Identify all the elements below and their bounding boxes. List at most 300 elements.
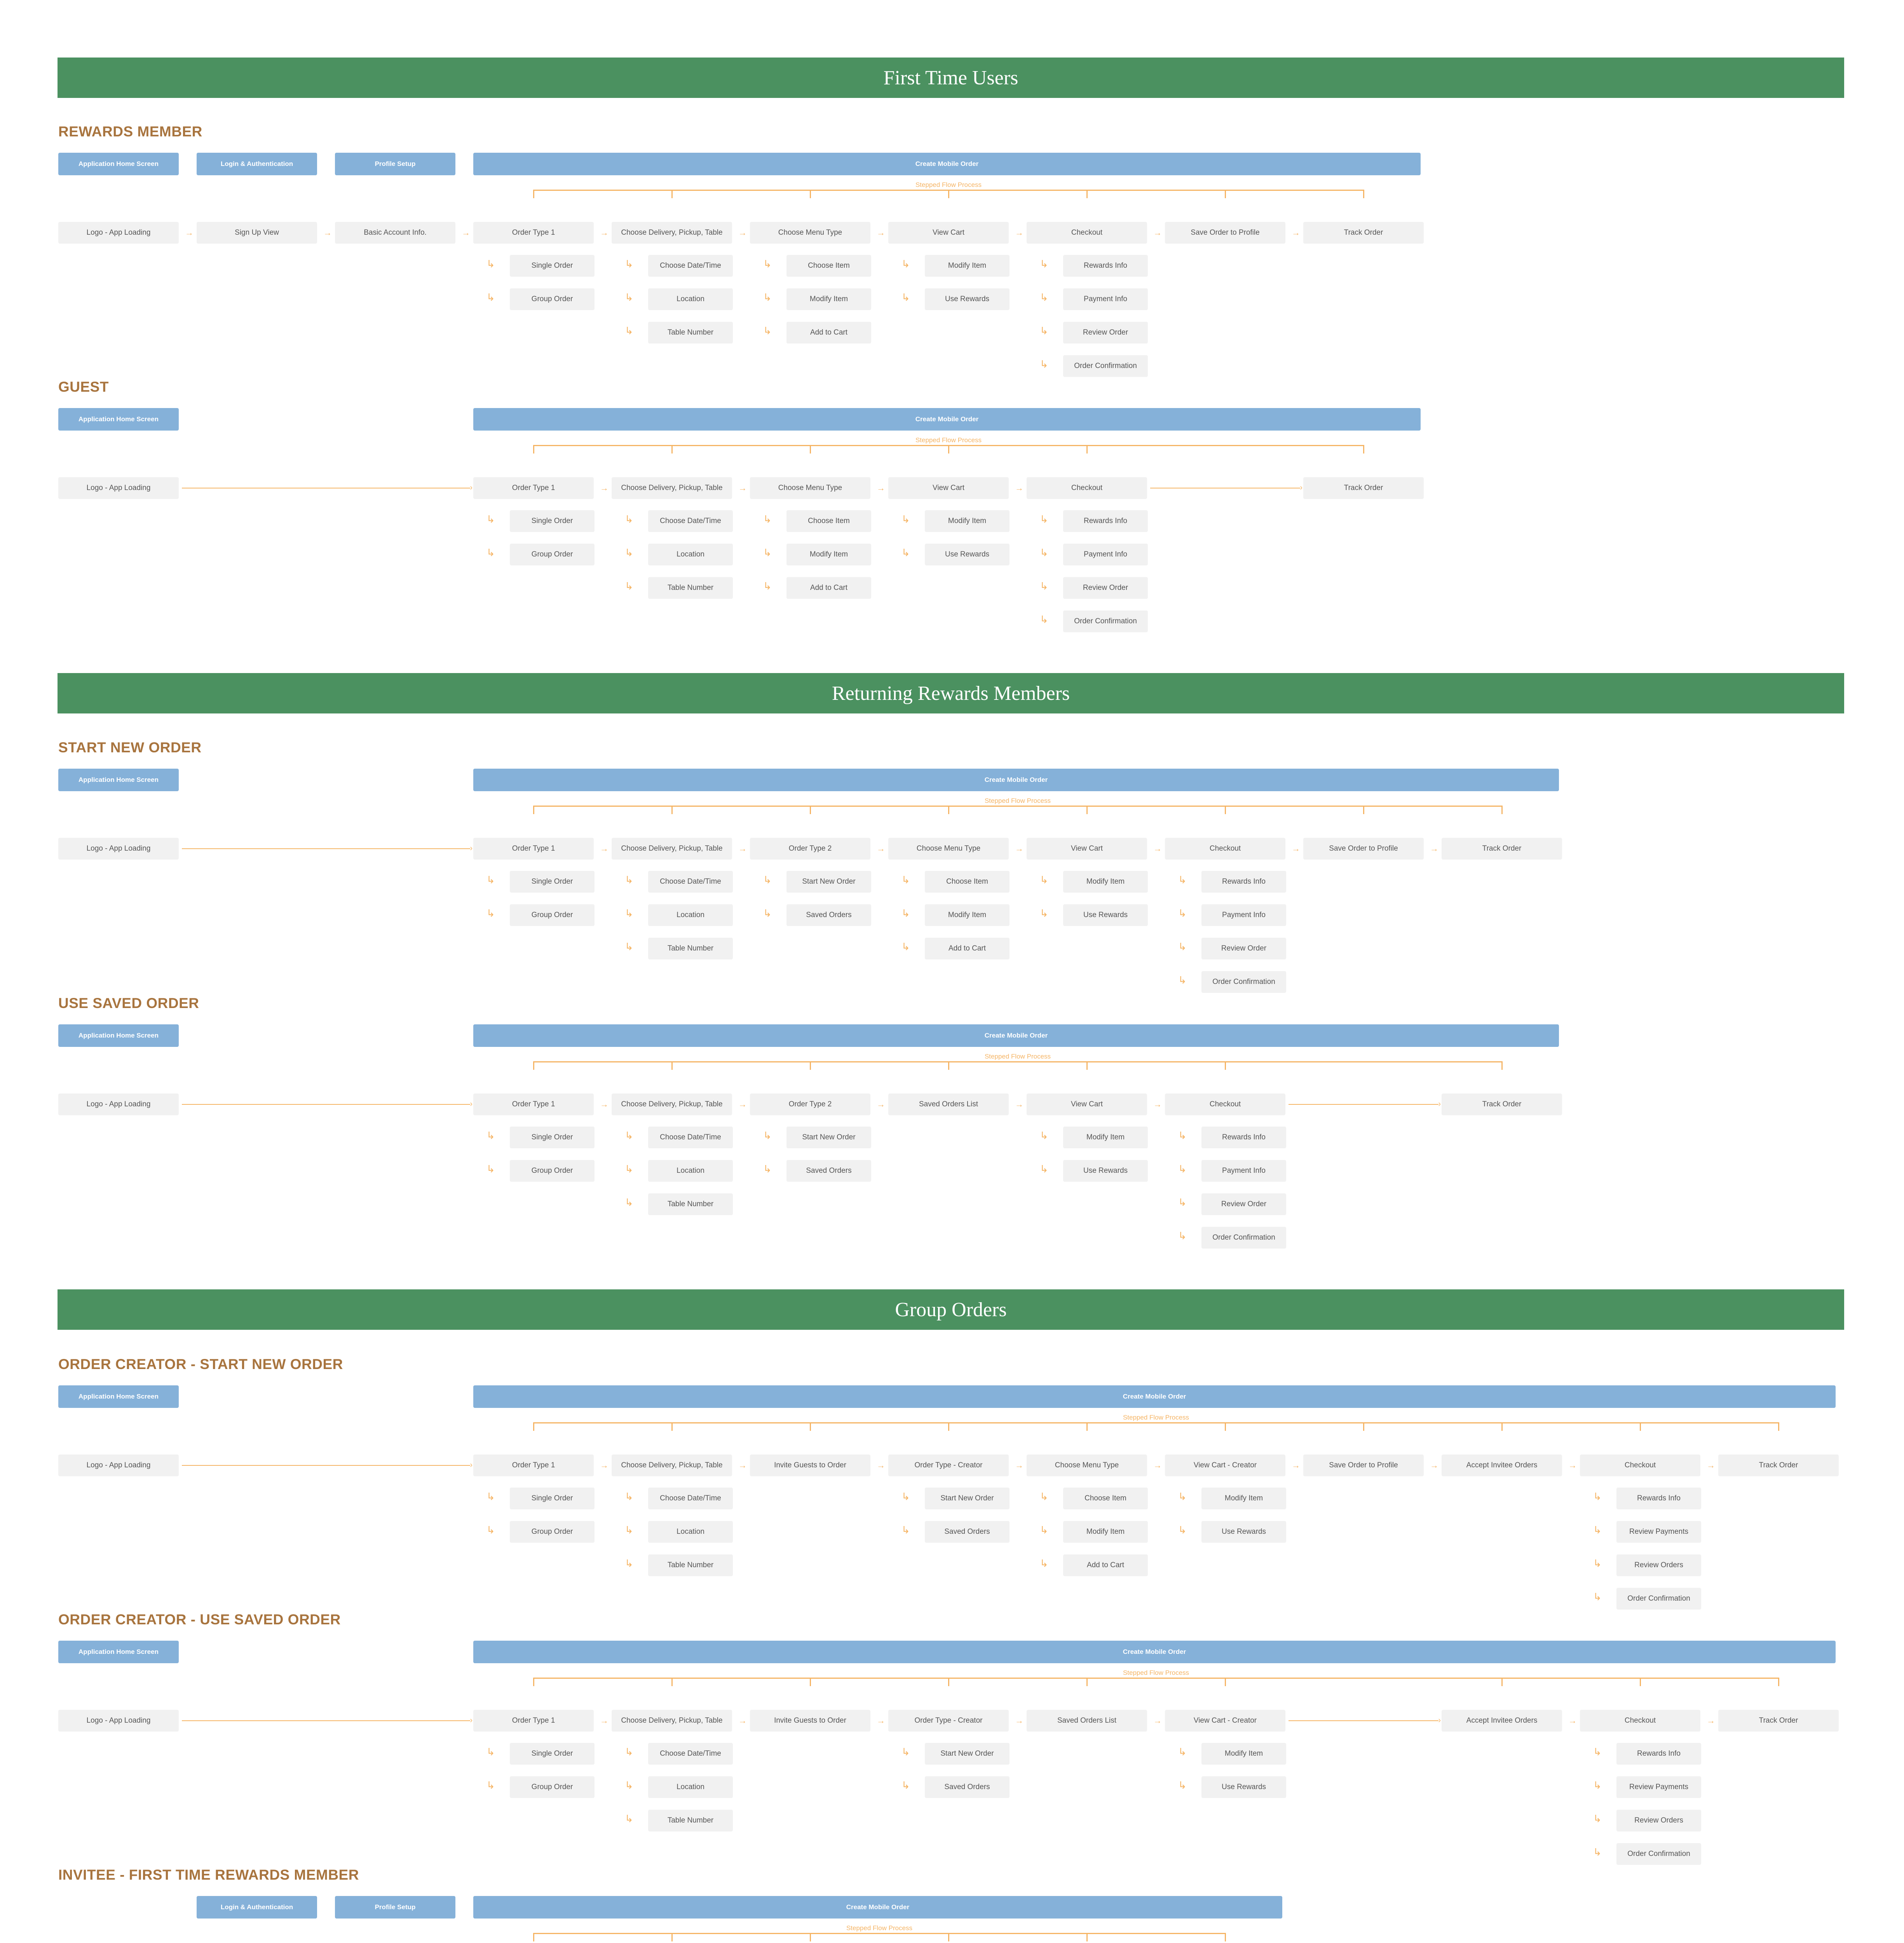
sub-step-arrow-icon: ↳ [1040, 1491, 1048, 1502]
sub-step-arrow-icon: ↳ [625, 547, 633, 558]
sub-step[interactable]: Payment Info [1201, 904, 1286, 926]
sub-step-arrow-icon: ↳ [763, 580, 772, 592]
sub-step[interactable]: Review Order [1063, 577, 1148, 599]
sub-step[interactable]: Review Order [1063, 322, 1148, 344]
sub-step[interactable]: Saved Orders [925, 1776, 1010, 1798]
long-arrow-connector [182, 1716, 473, 1725]
sub-step-arrow-icon: ↳ [1178, 941, 1187, 952]
screen-group-header[interactable]: Profile Setup [335, 1896, 455, 1919]
sub-step[interactable]: Rewards Info [1063, 510, 1148, 532]
flow-step[interactable]: Sign Up View [197, 222, 317, 244]
sub-step[interactable]: Choose Date/Time [648, 871, 733, 893]
bracket-tick [671, 190, 673, 198]
sub-step-arrow-icon: ↳ [625, 941, 633, 952]
screen-group-header[interactable]: Create Mobile Order [473, 408, 1421, 431]
sub-step[interactable]: Group Order [510, 1776, 595, 1798]
sub-step-arrow-icon: ↳ [901, 513, 910, 525]
sub-step[interactable]: Table Number [648, 1554, 733, 1576]
bracket-tick [1086, 445, 1088, 453]
arrow-icon: → [323, 228, 332, 237]
sub-step-arrow-icon: ↳ [1593, 1779, 1602, 1791]
flow-title: INVITEE - FIRST TIME REWARDS MEMBER [58, 1867, 359, 1883]
sub-step[interactable]: Start New Order [786, 871, 871, 893]
flow-title: ORDER CREATOR - START NEW ORDER [58, 1356, 343, 1372]
sub-step[interactable]: Order Confirmation [1616, 1843, 1701, 1865]
flow-step[interactable]: Track Order [1442, 1094, 1562, 1115]
flow-step[interactable]: Saved Orders List [888, 1094, 1009, 1115]
sub-step[interactable]: Order Confirmation [1201, 1227, 1286, 1249]
stepped-flow-label: Stepped Flow Process [984, 1053, 1051, 1060]
flow-step[interactable]: Invite Guests to Order [750, 1710, 870, 1732]
bracket-tick [671, 1678, 673, 1686]
flow-step[interactable]: Checkout [1027, 222, 1147, 244]
sub-step[interactable]: Modify Item [786, 288, 871, 310]
sub-step[interactable]: Start New Order [925, 1488, 1010, 1509]
arrow-head-icon: › [470, 1100, 473, 1108]
sub-step[interactable]: Group Order [510, 288, 595, 310]
bracket-tick [533, 1933, 534, 1941]
arrow-head-icon: › [1438, 1716, 1441, 1725]
arrow-icon: → [877, 228, 885, 237]
flow-step[interactable]: Choose Delivery, Pickup, Table [612, 477, 732, 499]
bracket-tick [1225, 1678, 1226, 1686]
sub-step[interactable]: Group Order [510, 904, 595, 926]
bracket-tick [810, 190, 811, 198]
sub-step-arrow-icon: ↳ [901, 258, 910, 270]
bracket-tick [810, 806, 811, 814]
flow-step[interactable]: Accept Invitee Orders [1442, 1710, 1562, 1732]
sub-step-arrow-icon: ↳ [1040, 907, 1048, 919]
arrow-icon: → [1430, 844, 1438, 853]
bracket-tick [948, 1933, 949, 1941]
sub-step[interactable]: Order Confirmation [1201, 971, 1286, 993]
bracket-tick [1086, 1678, 1088, 1686]
screen-group-header[interactable]: Login & Authentication [197, 1896, 317, 1919]
flow-step[interactable]: Logo - App Loading [58, 477, 179, 499]
arrow-head-icon: › [1438, 1100, 1441, 1108]
flow-step[interactable]: Order Type 1 [473, 1710, 594, 1732]
arrow-icon: → [1430, 1460, 1438, 1470]
sub-step[interactable]: Review Orders [1616, 1810, 1701, 1831]
arrow-icon: → [1153, 1716, 1162, 1725]
flow-step[interactable]: Choose Delivery, Pickup, Table [612, 222, 732, 244]
sub-step[interactable]: Table Number [648, 322, 733, 344]
flow-step[interactable]: Logo - App Loading [58, 222, 179, 244]
sub-step-arrow-icon: ↳ [1593, 1813, 1602, 1824]
sub-step-arrow-icon: ↳ [1040, 513, 1048, 525]
flow-step[interactable]: View Cart [888, 477, 1009, 499]
section-banner: First Time Users [58, 58, 1844, 98]
bracket-tick [1225, 806, 1226, 814]
sub-step[interactable]: Use Rewards [925, 288, 1010, 310]
arrow-icon: → [1015, 1716, 1023, 1725]
sub-step[interactable]: Modify Item [1063, 871, 1148, 893]
flow-step[interactable]: Choose Delivery, Pickup, Table [612, 1094, 732, 1115]
bracket-tick [1501, 1422, 1503, 1431]
arrow-icon: → [877, 1716, 885, 1725]
flow-step[interactable]: View Cart [1027, 1094, 1147, 1115]
flow-step[interactable]: Order Type 2 [750, 1094, 870, 1115]
sub-step-arrow-icon: ↳ [763, 1130, 772, 1141]
bracket-tick [1640, 1678, 1641, 1686]
bracket-tick [1086, 1061, 1088, 1070]
bracket-tick [948, 1422, 949, 1431]
sub-step-arrow-icon: ↳ [1040, 291, 1048, 303]
sub-step[interactable]: Add to Cart [786, 577, 871, 599]
flow-step[interactable]: Logo - App Loading [58, 1094, 179, 1115]
flow-step[interactable]: View Cart [1027, 838, 1147, 860]
sub-step[interactable]: Location [648, 1521, 733, 1543]
sub-step[interactable]: Modify Item [1201, 1743, 1286, 1765]
sub-step-arrow-icon: ↳ [1040, 358, 1048, 370]
flow-step[interactable]: Choose Delivery, Pickup, Table [612, 1710, 732, 1732]
sub-step[interactable]: Modify Item [1063, 1521, 1148, 1543]
flow-step[interactable]: Track Order [1303, 222, 1424, 244]
sub-step[interactable]: Choose Date/Time [648, 510, 733, 532]
sub-step[interactable]: Order Confirmation [1063, 610, 1148, 632]
sub-step-arrow-icon: ↳ [486, 513, 495, 525]
sub-step[interactable]: Saved Orders [786, 904, 871, 926]
sub-step[interactable]: Rewards Info [1063, 255, 1148, 277]
arrow-icon: → [600, 1460, 609, 1470]
screen-group-header[interactable]: Create Mobile Order [473, 1024, 1559, 1047]
sub-step[interactable]: Start New Order [925, 1743, 1010, 1765]
arrow-icon: → [600, 1099, 609, 1109]
bracket-tick [671, 1061, 673, 1070]
sub-step[interactable]: Location [648, 1776, 733, 1798]
long-arrow-connector [1289, 1716, 1441, 1725]
flow-step[interactable]: Choose Delivery, Pickup, Table [612, 1455, 732, 1476]
stepped-flow-bracket [534, 1933, 1225, 1934]
sub-step[interactable]: Choose Item [786, 510, 871, 532]
bracket-tick [810, 1933, 811, 1941]
sub-step-arrow-icon: ↳ [625, 513, 633, 525]
sub-step-arrow-icon: ↳ [1593, 1491, 1602, 1502]
bracket-tick [1363, 1422, 1364, 1431]
sub-step-arrow-icon: ↳ [1593, 1591, 1602, 1603]
sub-step[interactable]: Single Order [510, 871, 595, 893]
sub-step[interactable]: Location [648, 544, 733, 565]
sub-step[interactable]: Table Number [648, 577, 733, 599]
flow-step[interactable]: Logo - App Loading [58, 1710, 179, 1732]
sub-step-arrow-icon: ↳ [1040, 1558, 1048, 1569]
sub-step[interactable]: Choose Item [786, 255, 871, 277]
flow-step[interactable]: Checkout [1027, 477, 1147, 499]
bracket-tick [1086, 190, 1088, 198]
sub-step-arrow-icon: ↳ [901, 1779, 910, 1791]
sub-step[interactable]: Single Order [510, 1743, 595, 1765]
flow-step[interactable]: Save Order to Profile [1303, 838, 1424, 860]
flow-step[interactable]: Checkout [1580, 1455, 1700, 1476]
sub-step-arrow-icon: ↳ [763, 291, 772, 303]
bracket-tick [533, 1678, 534, 1686]
flow-step[interactable]: Order Type 1 [473, 1094, 594, 1115]
screen-group-header[interactable]: Create Mobile Order [473, 153, 1421, 175]
flow-step[interactable]: Track Order [1442, 838, 1562, 860]
arrow-icon: → [877, 1460, 885, 1470]
arrow-icon: → [1292, 844, 1300, 853]
flow-step[interactable]: Save Order to Profile [1165, 222, 1285, 244]
sub-step-arrow-icon: ↳ [763, 325, 772, 337]
sub-step-arrow-icon: ↳ [486, 547, 495, 558]
sub-step[interactable]: Review Orders [1616, 1554, 1701, 1576]
screen-group-header[interactable]: Create Mobile Order [473, 769, 1559, 791]
flow-step[interactable]: Save Order to Profile [1303, 1455, 1424, 1476]
screen-group-header[interactable]: Create Mobile Order [473, 1641, 1836, 1663]
sub-step[interactable]: Use Rewards [1063, 904, 1148, 926]
sub-step[interactable]: Rewards Info [1616, 1488, 1701, 1509]
sub-step[interactable]: Add to Cart [1063, 1554, 1148, 1576]
screen-group-header[interactable]: Application Home Screen [58, 153, 179, 175]
arrow-icon: → [738, 1460, 747, 1470]
sub-step[interactable]: Modify Item [786, 544, 871, 565]
section-banner: Group Orders [58, 1289, 1844, 1330]
flow-step[interactable]: Choose Menu Type [750, 222, 870, 244]
sub-step[interactable]: Location [648, 1160, 733, 1182]
arrow-icon: → [1153, 844, 1162, 853]
screen-group-header[interactable]: Application Home Screen [58, 1385, 179, 1408]
flow-title: ORDER CREATOR - USE SAVED ORDER [58, 1612, 341, 1627]
sub-step-arrow-icon: ↳ [763, 258, 772, 270]
arrow-head-icon: › [470, 483, 473, 492]
sub-step[interactable]: Payment Info [1063, 544, 1148, 565]
sub-step-arrow-icon: ↳ [625, 907, 633, 919]
sub-step[interactable]: Order Confirmation [1616, 1588, 1701, 1610]
flow-step[interactable]: Accept Invitee Orders [1442, 1455, 1562, 1476]
arrow-icon: → [462, 228, 470, 237]
bracket-tick [1225, 190, 1226, 198]
sub-step[interactable]: Modify Item [1063, 1127, 1148, 1148]
sub-step-arrow-icon: ↳ [1040, 1163, 1048, 1175]
sub-step[interactable]: Group Order [510, 1521, 595, 1543]
flow-step[interactable]: Order Type - Creator [888, 1710, 1009, 1732]
sub-step[interactable]: Single Order [510, 1127, 595, 1148]
sub-step[interactable]: Choose Date/Time [648, 1743, 733, 1765]
sub-step-arrow-icon: ↳ [625, 1746, 633, 1758]
arrow-icon: → [738, 483, 747, 493]
arrow-icon: → [877, 483, 885, 493]
screen-group-header[interactable]: Application Home Screen [58, 769, 179, 791]
sub-step-arrow-icon: ↳ [1040, 547, 1048, 558]
sub-step[interactable]: Location [648, 288, 733, 310]
sub-step[interactable]: Add to Cart [786, 322, 871, 344]
screen-group-header[interactable]: Create Mobile Order [473, 1896, 1282, 1919]
bracket-tick [1363, 806, 1364, 814]
sub-step-arrow-icon: ↳ [763, 513, 772, 525]
flow-step[interactable]: Basic Account Info. [335, 222, 455, 244]
bracket-tick [533, 445, 534, 453]
sub-step[interactable]: Choose Item [1063, 1488, 1148, 1509]
sub-step-arrow-icon: ↳ [625, 291, 633, 303]
flow-step[interactable]: Choose Menu Type [750, 477, 870, 499]
bracket-tick [1086, 1422, 1088, 1431]
sub-step-arrow-icon: ↳ [1178, 1230, 1187, 1242]
flow-step[interactable]: Checkout [1165, 1094, 1285, 1115]
flow-step[interactable]: Choose Menu Type [1027, 1455, 1147, 1476]
flow-step[interactable]: Order Type 1 [473, 1455, 594, 1476]
flow-step[interactable]: Order Type 1 [473, 222, 594, 244]
flow-step[interactable]: View Cart - Creator [1165, 1455, 1285, 1476]
sub-step-arrow-icon: ↳ [1178, 974, 1187, 986]
sub-step[interactable]: Modify Item [925, 904, 1010, 926]
arrow-icon: → [1015, 844, 1023, 853]
flow-step[interactable]: Invite Guests to Order [750, 1455, 870, 1476]
sub-step[interactable]: Group Order [510, 544, 595, 565]
flow-step[interactable]: Choose Menu Type [888, 838, 1009, 860]
flow-step[interactable]: Saved Orders List [1027, 1710, 1147, 1732]
arrow-head-icon: › [470, 1716, 473, 1725]
sub-step[interactable]: Payment Info [1201, 1160, 1286, 1182]
sub-step-arrow-icon: ↳ [901, 291, 910, 303]
sub-step[interactable]: Add to Cart [925, 938, 1010, 959]
long-arrow-connector [182, 1461, 473, 1469]
sub-step[interactable]: Rewards Info [1201, 871, 1286, 893]
sub-step[interactable]: Use Rewards [1201, 1776, 1286, 1798]
bracket-tick [948, 806, 949, 814]
bracket-tick [1640, 1422, 1641, 1431]
screen-group-header[interactable]: Create Mobile Order [473, 1385, 1836, 1408]
sub-step[interactable]: Use Rewards [1201, 1521, 1286, 1543]
screen-group-header[interactable]: Application Home Screen [58, 1641, 179, 1663]
flow-step[interactable]: View Cart - Creator [1165, 1710, 1285, 1732]
sub-step[interactable]: Start New Order [786, 1127, 871, 1148]
arrow-icon: → [877, 844, 885, 853]
screen-group-header[interactable]: Application Home Screen [58, 1024, 179, 1047]
sub-step[interactable]: Modify Item [925, 510, 1010, 532]
sub-step[interactable]: Single Order [510, 510, 595, 532]
arrow-head-icon: › [470, 1461, 473, 1469]
flow-step[interactable]: Order Type - Creator [888, 1455, 1009, 1476]
sub-step-arrow-icon: ↳ [625, 1524, 633, 1536]
sub-step[interactable]: Review Payments [1616, 1521, 1701, 1543]
flow-step[interactable]: Checkout [1580, 1710, 1700, 1732]
long-arrow-connector [1289, 1100, 1441, 1108]
sub-step[interactable]: Single Order [510, 255, 595, 277]
arrow-icon: → [1015, 1099, 1023, 1109]
sub-step[interactable]: Order Confirmation [1063, 355, 1148, 377]
flow-step[interactable]: Order Type 2 [750, 838, 870, 860]
arrow-icon: → [1015, 483, 1023, 493]
sub-step[interactable]: Table Number [648, 1193, 733, 1215]
sub-step-arrow-icon: ↳ [486, 1130, 495, 1141]
arrow-icon: → [877, 1099, 885, 1109]
sub-step-arrow-icon: ↳ [625, 325, 633, 337]
flow-step[interactable]: Track Order [1718, 1455, 1839, 1476]
sub-step[interactable]: Use Rewards [925, 544, 1010, 565]
arrow-icon: → [600, 1716, 609, 1725]
sub-step-arrow-icon: ↳ [486, 874, 495, 886]
sub-step-arrow-icon: ↳ [486, 291, 495, 303]
bracket-tick [1778, 1422, 1779, 1431]
stepped-flow-label: Stepped Flow Process [846, 1924, 913, 1932]
sub-step[interactable]: Review Order [1201, 938, 1286, 959]
arrow-icon: → [738, 1716, 747, 1725]
bracket-tick [1501, 1678, 1503, 1686]
bracket-tick [1225, 1061, 1226, 1070]
flow-step[interactable]: Choose Delivery, Pickup, Table [612, 838, 732, 860]
sub-step-arrow-icon: ↳ [625, 1558, 633, 1569]
sub-step-arrow-icon: ↳ [486, 1779, 495, 1791]
bracket-tick [810, 1061, 811, 1070]
sub-step-arrow-icon: ↳ [1178, 1130, 1187, 1141]
flow-title: REWARDS MEMBER [58, 124, 202, 140]
arrow-icon: → [1153, 228, 1162, 237]
arrow-icon: → [1153, 1099, 1162, 1109]
sub-step-arrow-icon: ↳ [1040, 1130, 1048, 1141]
sub-step[interactable]: Table Number [648, 938, 733, 959]
arrow-icon: → [1568, 1716, 1577, 1725]
bracket-tick [671, 445, 673, 453]
sub-step[interactable]: Choose Item [925, 871, 1010, 893]
sub-step[interactable]: Choose Date/Time [648, 1127, 733, 1148]
arrow-head-icon: › [1300, 483, 1302, 492]
bracket-tick [810, 1422, 811, 1431]
stepped-flow-bracket [534, 1678, 1778, 1679]
bracket-tick [533, 1061, 534, 1070]
sub-step[interactable]: Review Payments [1616, 1776, 1701, 1798]
sub-step[interactable]: Review Order [1201, 1193, 1286, 1215]
long-arrow-connector [182, 844, 473, 853]
arrow-icon: → [1707, 1460, 1715, 1470]
sub-step-arrow-icon: ↳ [1178, 1163, 1187, 1175]
screen-group-header[interactable]: Login & Authentication [197, 153, 317, 175]
sub-step-arrow-icon: ↳ [486, 1163, 495, 1175]
sub-step[interactable]: Saved Orders [786, 1160, 871, 1182]
sub-step[interactable]: Rewards Info [1201, 1127, 1286, 1148]
sub-step-arrow-icon: ↳ [1593, 1746, 1602, 1758]
sub-step[interactable]: Saved Orders [925, 1521, 1010, 1543]
stepped-flow-label: Stepped Flow Process [1123, 1414, 1189, 1421]
sub-step[interactable]: Rewards Info [1616, 1743, 1701, 1765]
sub-step[interactable]: Modify Item [1201, 1488, 1286, 1509]
flow-step[interactable]: View Cart [888, 222, 1009, 244]
flow-step[interactable]: Order Type 1 [473, 477, 594, 499]
sub-step-arrow-icon: ↳ [486, 1524, 495, 1536]
sub-step-arrow-icon: ↳ [1178, 874, 1187, 886]
sub-step-arrow-icon: ↳ [901, 1491, 910, 1502]
flow-step[interactable]: Order Type 1 [473, 838, 594, 860]
bracket-tick [810, 1678, 811, 1686]
sub-step[interactable]: Use Rewards [1063, 1160, 1148, 1182]
flow-step[interactable]: Checkout [1165, 838, 1285, 860]
sub-step-arrow-icon: ↳ [1178, 1779, 1187, 1791]
sub-step[interactable]: Location [648, 904, 733, 926]
sub-step-arrow-icon: ↳ [1040, 874, 1048, 886]
sub-step[interactable]: Group Order [510, 1160, 595, 1182]
flow-step[interactable]: Track Order [1303, 477, 1424, 499]
sub-step-arrow-icon: ↳ [1178, 1491, 1187, 1502]
bracket-tick [1086, 1933, 1088, 1941]
flow-step[interactable]: Logo - App Loading [58, 1455, 179, 1476]
bracket-tick [1501, 806, 1503, 814]
sub-step[interactable]: Choose Date/Time [648, 255, 733, 277]
bracket-tick [671, 1422, 673, 1431]
bracket-tick [1778, 1678, 1779, 1686]
sub-step[interactable]: Table Number [648, 1810, 733, 1831]
sub-step[interactable]: Single Order [510, 1488, 595, 1509]
flow-step[interactable]: Track Order [1718, 1710, 1839, 1732]
sub-step[interactable]: Payment Info [1063, 288, 1148, 310]
sub-step[interactable]: Choose Date/Time [648, 1488, 733, 1509]
arrow-icon: → [738, 1099, 747, 1109]
arrow-icon: → [1015, 228, 1023, 237]
sub-step[interactable]: Modify Item [925, 255, 1010, 277]
bracket-tick [948, 445, 949, 453]
screen-group-header[interactable]: Application Home Screen [58, 408, 179, 431]
sub-step-arrow-icon: ↳ [901, 547, 910, 558]
flow-step[interactable]: Logo - App Loading [58, 838, 179, 860]
screen-group-header[interactable]: Profile Setup [335, 153, 455, 175]
